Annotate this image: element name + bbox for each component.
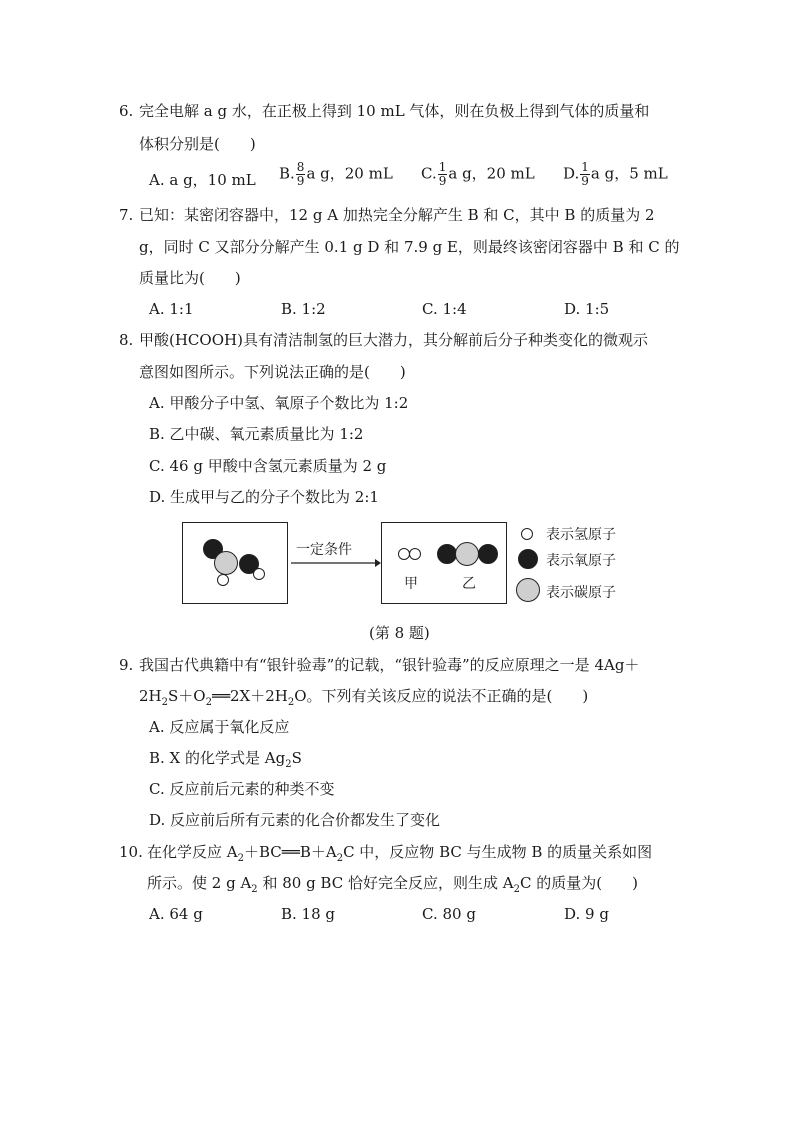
fraction-numerator: 8 bbox=[296, 160, 305, 174]
text-run: S bbox=[291, 749, 302, 767]
text-run: C 中，反应物 BC 与生成物 B 的质量关系如图 bbox=[343, 843, 653, 861]
reactant-box bbox=[182, 522, 288, 604]
q9-stem-line1: 我国古代典籍中有“银针验毒”的记载，“银针验毒”的反应原理之一是 4Ag＋ bbox=[139, 656, 640, 674]
text-run: 和 80 g BC 恰好完全反应，则生成 A bbox=[257, 874, 514, 892]
text-run: 2H bbox=[139, 687, 162, 705]
q6-option-b-fraction bbox=[296, 161, 306, 188]
carbon-atom bbox=[455, 542, 479, 566]
product-box bbox=[381, 522, 507, 604]
q10-stem-line1 bbox=[147, 842, 652, 869]
text-run: 所示。使 2 g A bbox=[147, 874, 252, 892]
subscript: 2 bbox=[287, 697, 295, 708]
q9-option-c: C. 反应前后元素的种类不变 bbox=[149, 780, 335, 798]
q10-number: 10. bbox=[119, 843, 143, 861]
figure-caption: (第 8 题) bbox=[369, 624, 430, 642]
q6-option-b bbox=[279, 161, 393, 188]
q7-option-c: C. 1:4 bbox=[422, 300, 467, 318]
fraction-numerator: 1 bbox=[438, 160, 447, 174]
q9-option-b bbox=[149, 748, 302, 775]
text-run: ＋BC══B＋A bbox=[243, 843, 337, 861]
q6-option-d-fraction bbox=[580, 161, 590, 188]
q6-option-d bbox=[563, 161, 668, 188]
subscript: 2 bbox=[161, 697, 168, 708]
fraction-denominator: 9 bbox=[581, 174, 589, 188]
q7-option-a: A. 1:1 bbox=[149, 300, 194, 318]
q6-option-b-prefix: B. bbox=[279, 164, 295, 183]
subscript: 2 bbox=[336, 853, 344, 864]
hydrogen-atom bbox=[217, 574, 229, 586]
q9-option-d: D. 反应前后所有元素的化合价都发生了变化 bbox=[149, 811, 441, 829]
text-run: B. X 的化学式是 Ag bbox=[149, 749, 286, 767]
q6-option-c-fraction bbox=[438, 161, 448, 188]
q6-stem-line1: 完全电解 a g 水，在正极上得到 10 mL 气体，则在负极上得到气体的质量和 bbox=[139, 102, 650, 120]
arrow-label: 一定条件 bbox=[296, 542, 352, 558]
q10-stem-line2 bbox=[147, 873, 638, 900]
q10-option-c: C. 80 g bbox=[422, 905, 476, 923]
q8-reaction-diagram bbox=[182, 522, 642, 606]
legend-hydrogen-icon bbox=[521, 528, 533, 540]
q6-option-a: A. a g，10 mL bbox=[149, 171, 256, 189]
q8-number: 8. bbox=[119, 331, 134, 349]
subscript: 2 bbox=[237, 853, 244, 864]
q10-option-a: A. 64 g bbox=[149, 905, 203, 923]
q6-number: 6. bbox=[119, 102, 134, 120]
q9-stem-line2 bbox=[139, 686, 588, 713]
q8-option-c: C. 46 g 甲酸中含氢元素质量为 2 g bbox=[149, 457, 387, 475]
hydrogen-atom bbox=[253, 568, 265, 580]
q8-option-a: A. 甲酸分子中氢、氧原子个数比为 1:2 bbox=[149, 394, 409, 412]
text-run: C 的质量为( ) bbox=[519, 874, 638, 892]
q6-option-c bbox=[421, 161, 535, 188]
q10-option-b: B. 18 g bbox=[281, 905, 336, 923]
fraction-denominator: 9 bbox=[296, 174, 305, 188]
subscript: 2 bbox=[205, 697, 212, 708]
subscript: 2 bbox=[285, 759, 292, 770]
q10-option-d: D. 9 g bbox=[564, 905, 609, 923]
q7-number: 7. bbox=[119, 206, 134, 224]
q6-option-d-prefix: D. bbox=[563, 164, 580, 183]
q8-stem-line1: 甲酸(HCOOH)具有清洁制氢的巨大潜力，其分解前后分子种类变化的微观示 bbox=[139, 331, 648, 349]
q7-option-d: D. 1:5 bbox=[564, 300, 610, 318]
q6-option-b-suffix: a g，20 mL bbox=[306, 164, 393, 183]
legend-oxygen-label: 表示氧原子 bbox=[546, 553, 616, 569]
oxygen-atom bbox=[437, 544, 457, 564]
q6-option-d-suffix: a g，5 mL bbox=[590, 164, 668, 183]
product-label-yi: 乙 bbox=[462, 576, 476, 592]
subscript: 2 bbox=[251, 884, 258, 895]
q9-option-a: A. 反应属于氧化反应 bbox=[149, 718, 290, 736]
product-label-jia: 甲 bbox=[404, 576, 418, 592]
q6-stem-line2: 体积分别是( ) bbox=[139, 135, 256, 153]
reaction-arrow-icon bbox=[289, 556, 381, 570]
q8-stem-line2: 意图如图所示。下列说法正确的是( ) bbox=[139, 363, 406, 381]
legend-hydrogen-label: 表示氢原子 bbox=[546, 527, 616, 543]
text-run: ══2X＋2H bbox=[211, 687, 288, 705]
q7-stem-line1: 已知：某密闭容器中，12 g A 加热完全分解产生 B 和 C，其中 B 的质量为 2 bbox=[139, 206, 655, 224]
q7-stem-line3: 质量比为( ) bbox=[139, 269, 241, 287]
q9-number: 9. bbox=[119, 656, 134, 674]
carbon-atom bbox=[214, 551, 238, 575]
legend-carbon-icon bbox=[516, 578, 540, 602]
text-run: O。下列有关该反应的说法不正确的是( ) bbox=[294, 687, 589, 705]
hydrogen-atom bbox=[409, 548, 421, 560]
text-run: S＋O bbox=[168, 687, 206, 705]
q6-option-c-prefix: C. bbox=[421, 164, 437, 183]
oxygen-atom bbox=[478, 544, 498, 564]
q7-option-b: B. 1:2 bbox=[281, 300, 326, 318]
q7-stem-line2: g，同时 C 又部分分解产生 0.1 g D 和 7.9 g E，则最终该密闭容器中 B 和 C 的 bbox=[139, 238, 680, 256]
q8-option-b: B. 乙中碳、氧元素质量比为 1:2 bbox=[149, 425, 364, 443]
legend-carbon-label: 表示碳原子 bbox=[546, 585, 616, 601]
text-run: 在化学反应 A bbox=[147, 843, 238, 861]
fraction-numerator: 1 bbox=[581, 160, 589, 174]
fraction-denominator: 9 bbox=[438, 174, 447, 188]
legend-oxygen-icon bbox=[518, 549, 538, 569]
q6-option-c-suffix: a g，20 mL bbox=[448, 164, 535, 183]
subscript: 2 bbox=[513, 884, 520, 895]
q8-option-d: D. 生成甲与乙的分子个数比为 2:1 bbox=[149, 488, 379, 506]
